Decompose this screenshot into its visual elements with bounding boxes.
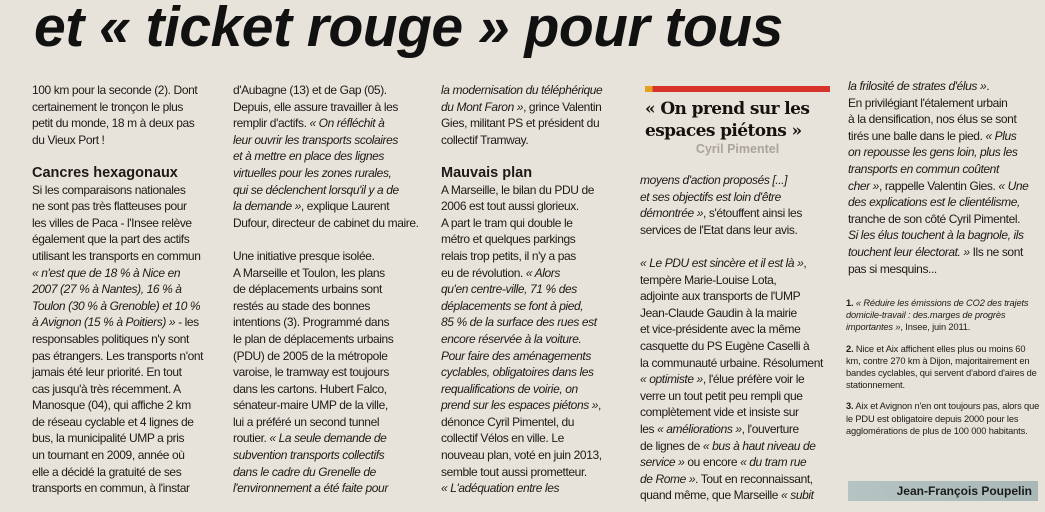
text-line [441, 115, 631, 132]
text-line [233, 265, 431, 282]
text-line [233, 381, 431, 398]
footnote-text: Aix et Avignon n'en ont toujours pas, alors que le PDU est obligatoire depuis 2000 pour les agglomérations de plus de 100 000 habitants. [846, 401, 1040, 436]
text-line [640, 305, 836, 322]
text-line [233, 281, 431, 298]
text-segment: Une initiative presque isolée. [233, 248, 375, 263]
article-column-2 [233, 82, 431, 497]
text-segment: les villes de Paca - l'Insee relève [32, 215, 192, 230]
text-segment: tempère Marie-Louise Lota, [640, 272, 777, 287]
text-line [32, 132, 224, 149]
text-segment: tranche de son côté Cyril Pimentel. [848, 211, 1021, 226]
text-line [640, 272, 836, 289]
text-segment: . [986, 79, 990, 93]
text-segment: « Une [998, 178, 1029, 193]
text-line [233, 447, 431, 464]
text-segment: , l'ouverture [741, 421, 799, 436]
text-line [233, 165, 431, 182]
text-line [640, 222, 836, 239]
text-line [32, 231, 224, 248]
text-line [233, 198, 431, 215]
text-segment: tirés une balle dans le pied. [848, 128, 986, 143]
text-segment: collectif Tramway. [441, 132, 529, 147]
footnote [846, 343, 1041, 392]
text-line [32, 115, 224, 132]
text-line [640, 255, 836, 272]
paragraph-break [441, 148, 631, 165]
text-segment: touchent leur électorat. » [848, 244, 970, 259]
text-segment: quand même, que Marseille [640, 488, 782, 503]
text-line [441, 447, 631, 464]
text-line [848, 211, 1040, 228]
text-segment: utilisant les transports en commun [32, 248, 201, 263]
text-line [640, 371, 836, 388]
text-segment: 100 km pour la seconde (2). Dont [32, 83, 198, 97]
pull-quote [645, 86, 830, 156]
text-line [233, 364, 431, 381]
article-column-4 [640, 172, 836, 504]
text-line [441, 314, 631, 331]
text-line [640, 404, 836, 421]
text-line [441, 298, 631, 315]
text-segment: semble tout aussi prometteur. [441, 464, 587, 479]
text-line [640, 172, 836, 189]
text-segment: la demande » [233, 199, 301, 214]
text-segment: dans le cadre du Grenelle de [233, 464, 376, 479]
text-line [233, 248, 431, 265]
title-part-1: et « ticket rouge » [34, 0, 510, 59]
text-segment: cher » [848, 178, 879, 193]
text-segment: on repousse les gens loin, plus les [848, 145, 1018, 160]
title-part-2: pour tous [509, 0, 783, 59]
text-line [32, 331, 224, 348]
text-line [640, 454, 836, 471]
text-segment: qu'en centre-ville, 71 % des [441, 282, 577, 297]
text-segment: « Le PDU est sincère et il est là » [640, 255, 804, 270]
text-line [441, 331, 631, 348]
text-line [32, 430, 224, 447]
article-column-5 [848, 78, 1040, 277]
text-segment: , s'étouffent ainsi les [702, 206, 802, 221]
text-line [640, 471, 836, 488]
text-segment: certainement le tronçon le plus [32, 99, 184, 114]
text-line [32, 348, 224, 365]
footnote [846, 400, 1041, 437]
text-line [233, 82, 431, 99]
text-line [233, 331, 431, 348]
text-line [32, 248, 224, 265]
text-segment: métro et quelques parkings [441, 232, 576, 247]
text-segment: l'environnement a été faite pour [233, 481, 388, 496]
text-line [32, 165, 224, 182]
text-segment: 85 % de la surface des rues est [441, 315, 597, 330]
footnote-number: 2. [846, 343, 854, 354]
text-line [32, 198, 224, 215]
text-segment: relais trop petits, il n'y a pas [441, 248, 576, 263]
text-segment: Si les élus touchent à la bagnole, ils [848, 228, 1024, 243]
article-column-3 [441, 82, 631, 497]
text-segment: (PDU) de 2005 de la métropole [233, 348, 388, 363]
text-line [233, 430, 431, 447]
text-segment: routier. [233, 431, 270, 446]
text-segment: et à mettre en place des lignes [233, 149, 385, 164]
article-column-1 [32, 82, 224, 497]
text-segment: pas si mesquins... [848, 261, 937, 276]
text-segment: Toulon (30 % à Grenoble) et 10 % [32, 298, 201, 313]
text-line [848, 178, 1040, 195]
footnotes [846, 297, 1041, 446]
text-line [848, 261, 1040, 278]
section-heading: Mauvais plan [441, 164, 533, 181]
text-line [441, 265, 631, 282]
text-line [441, 99, 631, 116]
text-line [32, 265, 224, 282]
text-line [32, 364, 224, 381]
text-segment: à la densification, nos élus se sont [848, 112, 1017, 127]
text-segment: des explications est le clientélisme, [848, 195, 1020, 210]
text-line [640, 487, 836, 504]
text-line [32, 414, 224, 431]
text-line [32, 99, 224, 116]
text-segment: « La seule demande de [269, 431, 387, 446]
text-segment: du Vieux Port ! [32, 132, 105, 147]
text-line [640, 421, 836, 438]
text-line [441, 480, 631, 497]
text-segment: Ils ne sont [969, 244, 1023, 259]
text-segment: de réseau cyclable et 4 lignes de [32, 414, 194, 429]
text-line [848, 128, 1040, 145]
text-line [233, 314, 431, 331]
text-segment: A Marseille et Toulon, les plans [233, 265, 385, 280]
text-line [233, 182, 431, 199]
text-segment: 2006 est tout aussi glorieux. [441, 199, 579, 214]
text-line [233, 115, 431, 132]
text-segment: démontrée » [640, 206, 703, 221]
text-segment: Si les comparaisons nationales [32, 182, 186, 197]
text-line [441, 281, 631, 298]
pull-quote-line: « On prend sur les [645, 99, 810, 119]
text-line [640, 388, 836, 405]
text-segment: déplacements se font à pied, [441, 298, 584, 313]
text-line [233, 480, 431, 497]
text-line [233, 298, 431, 315]
text-line [441, 248, 631, 265]
text-segment: cas jusqu'à très récemment. A [32, 381, 181, 396]
text-segment: , [803, 255, 807, 270]
text-segment: Dufour, directeur de cabinet du maire. [233, 215, 419, 230]
text-line [233, 397, 431, 414]
text-line [441, 82, 631, 99]
text-line [32, 314, 224, 331]
text-line [441, 182, 631, 199]
footnote-title: « Réduire les émissions de CO2 des trajets domicile-travail : des.marges de progrès importantes » [846, 298, 1029, 333]
text-segment: Gies, militant PS et président du [441, 116, 600, 131]
text-line [848, 95, 1040, 112]
text-segment: leur ouvrir les transports scolaires [233, 132, 398, 147]
text-line [233, 348, 431, 365]
text-line [233, 215, 431, 232]
pull-quote-line: espaces piétons » [645, 121, 802, 141]
text-segment: adjointe aux transports de l'UMP [640, 289, 801, 304]
text-line [640, 205, 836, 222]
text-line [233, 148, 431, 165]
text-segment: « Alors [525, 265, 560, 280]
text-segment: moyens d'action proposés [...] [640, 173, 788, 187]
text-segment: , rappelle Valentin Gies. [878, 178, 999, 193]
text-segment: Depuis, elle assure travailler à les [233, 99, 399, 114]
text-segment: varoise, le tramway est toujours [233, 365, 389, 380]
text-segment: à Avignon (15 % à Poitiers) » [32, 315, 176, 330]
text-segment: « améliorations » [657, 421, 742, 436]
text-line [848, 111, 1040, 128]
text-line [233, 414, 431, 431]
text-line [32, 464, 224, 481]
text-segment: Jean-Claude Gaudin à la mairie [640, 305, 797, 320]
paragraph-break [640, 238, 836, 255]
text-line [640, 189, 836, 206]
text-segment: un tournant en 2009, année où [32, 448, 185, 463]
text-segment: , explique Laurent [300, 199, 390, 214]
footnote-number: 1. [846, 298, 854, 308]
text-segment: également que la part des actifs [32, 232, 190, 247]
text-segment: subvention transports collectifs [233, 448, 385, 463]
text-segment: la modernisation du téléphérique [441, 83, 603, 97]
text-line [640, 321, 836, 338]
text-segment: petit du monde, 18 m à deux pas [32, 116, 195, 131]
text-line [233, 99, 431, 116]
text-line [32, 480, 224, 497]
text-segment: requalifications de voirie, on [441, 381, 578, 396]
text-line [32, 397, 224, 414]
text-segment: dénonce Cyril Pimentel, du [441, 414, 575, 429]
text-line [441, 414, 631, 431]
author-signature: Jean-François Poupelin [848, 481, 1038, 501]
section-heading: Cancres hexagonaux [32, 164, 178, 181]
text-line [441, 397, 631, 414]
text-line [640, 288, 836, 305]
text-line [441, 364, 631, 381]
pull-quote-bar [645, 86, 830, 92]
text-segment: ne sont pas très flatteuses pour [32, 199, 187, 214]
text-segment: la communauté urbaine. Résolument [640, 355, 823, 370]
text-segment: service » [640, 455, 685, 470]
text-line [848, 78, 1040, 95]
text-line [848, 244, 1040, 261]
text-segment: A Marseille, le bilan du PDU de [441, 182, 595, 197]
text-segment: ou encore [684, 455, 741, 470]
text-line [441, 132, 631, 149]
text-line [32, 447, 224, 464]
text-segment: du Mont Faron » [441, 99, 524, 114]
text-segment: remplir d'actifs. [233, 116, 310, 131]
text-line [441, 381, 631, 398]
text-line [32, 381, 224, 398]
text-line [441, 215, 631, 232]
text-segment: prend sur les espaces piétons » [441, 398, 599, 413]
text-segment: encore réservée à la voiture. [441, 331, 582, 346]
text-segment: complètement vide et insiste sur [640, 405, 799, 420]
text-line [441, 198, 631, 215]
text-segment: transports en commun coûtent [848, 161, 999, 176]
text-line [233, 464, 431, 481]
text-segment: Pour faire des aménagements [441, 348, 591, 363]
text-segment: les [640, 421, 658, 436]
text-segment: verre un tout petit peu rempli que [640, 388, 803, 403]
text-segment: « L'adéquation entre les [441, 481, 560, 496]
text-segment: responsables politiques n'y sont [32, 331, 189, 346]
pull-quote-author: Cyril Pimentel [695, 142, 780, 156]
text-line [441, 231, 631, 248]
text-line [441, 430, 631, 447]
text-segment: « du tram rue [740, 455, 807, 470]
article-title [34, 0, 783, 60]
text-segment: bus, la municipalité UMP a pris [32, 431, 185, 446]
footnote-text: Nice et Aix affichent elles plus ou moins 60 km, contre 270 km à Dijon, majoritairement en bandes cyclables, qui servent d'abord d'aires de stationnement. [846, 343, 1037, 391]
text-line [640, 338, 836, 355]
text-segment: transports en commun, à l'instar [32, 481, 190, 496]
text-segment: intentions (3). Programmé dans [233, 315, 390, 330]
text-segment: et ses objectifs est loin d'être [640, 189, 781, 204]
footnote-number: 3. [846, 401, 854, 412]
text-segment: le plan de déplacements urbains [233, 331, 394, 346]
text-segment: « optimiste » [640, 372, 703, 387]
text-segment: pas étrangers. Les transports n'ont [32, 348, 204, 363]
text-segment: eu de révolution. [441, 265, 526, 280]
text-segment: 2007 (27 % à Nantes), 16 % à [32, 282, 182, 297]
text-segment: et vice-présidente avec la même [640, 322, 801, 337]
paragraph-break [32, 148, 224, 165]
text-segment: , grince Valentin [523, 99, 602, 114]
text-line [32, 82, 224, 99]
text-segment: cyclables, obligatoires dans les [441, 365, 594, 380]
text-segment: « subit [781, 488, 814, 503]
text-segment: qui se déclenchent lorsqu'il y a de [233, 182, 399, 197]
text-segment: - les [175, 315, 199, 330]
text-segment: restés au stade des bonnes [233, 298, 371, 313]
text-line [848, 161, 1040, 178]
text-segment: services de l'Etat dans leur avis. [640, 222, 798, 237]
text-line [32, 281, 224, 298]
text-segment: casquette du PS Eugène Caselli à [640, 338, 810, 353]
text-segment: « On réfléchit à [309, 116, 385, 131]
text-line [441, 348, 631, 365]
text-segment: elle a décidé la gratuité de ses [32, 464, 182, 479]
text-segment: En privilégiant l'étalement urbain [848, 95, 1008, 110]
text-segment: . Tout en reconnaissant, [695, 471, 813, 486]
text-line [441, 165, 631, 182]
text-segment: de déplacements urbains sont [233, 282, 382, 297]
text-line [640, 355, 836, 372]
text-segment: virtuelles pour les zones rurales, [233, 165, 392, 180]
text-segment: de lignes de [640, 438, 703, 453]
text-segment: collectif Vélos en ville. Le [441, 431, 564, 446]
pull-quote-text [645, 98, 830, 142]
text-line [32, 298, 224, 315]
text-line [848, 227, 1040, 244]
text-line [848, 194, 1040, 211]
text-segment: « n'est que de 18 % à Nice en [32, 265, 181, 280]
text-line [848, 144, 1040, 161]
text-segment: lui a préféré un second tunnel [233, 414, 380, 429]
text-segment: la frilosité de strates d'élus » [848, 79, 987, 93]
text-segment: nouveau plan, voté en juin 2013, [441, 448, 602, 463]
text-segment: A part le tram qui double le [441, 215, 573, 230]
text-segment: Manosque (04), qui affiche 2 km [32, 398, 191, 413]
text-segment: « bus à haut niveau de [702, 438, 816, 453]
footnote [846, 297, 1041, 334]
text-line [32, 215, 224, 232]
text-segment: d'Aubagne (13) et de Gap (05). [233, 83, 387, 97]
text-segment: « Plus [985, 128, 1017, 143]
text-segment: dans les cartons. Hubert Falco, [233, 381, 387, 396]
text-line [32, 182, 224, 199]
text-segment: , [598, 398, 601, 413]
text-line [640, 438, 836, 455]
text-segment: jamais été leur priorité. En tout [32, 365, 182, 380]
text-segment: de Rome » [640, 471, 696, 486]
text-segment: sénateur-maire UMP de la ville, [233, 398, 388, 413]
footnote-text: , Insee, juin 2011. [900, 322, 971, 333]
text-line [233, 132, 431, 149]
paragraph-break [233, 231, 431, 248]
text-segment: , l'élue préfère voir le [702, 372, 805, 387]
text-line [441, 464, 631, 481]
